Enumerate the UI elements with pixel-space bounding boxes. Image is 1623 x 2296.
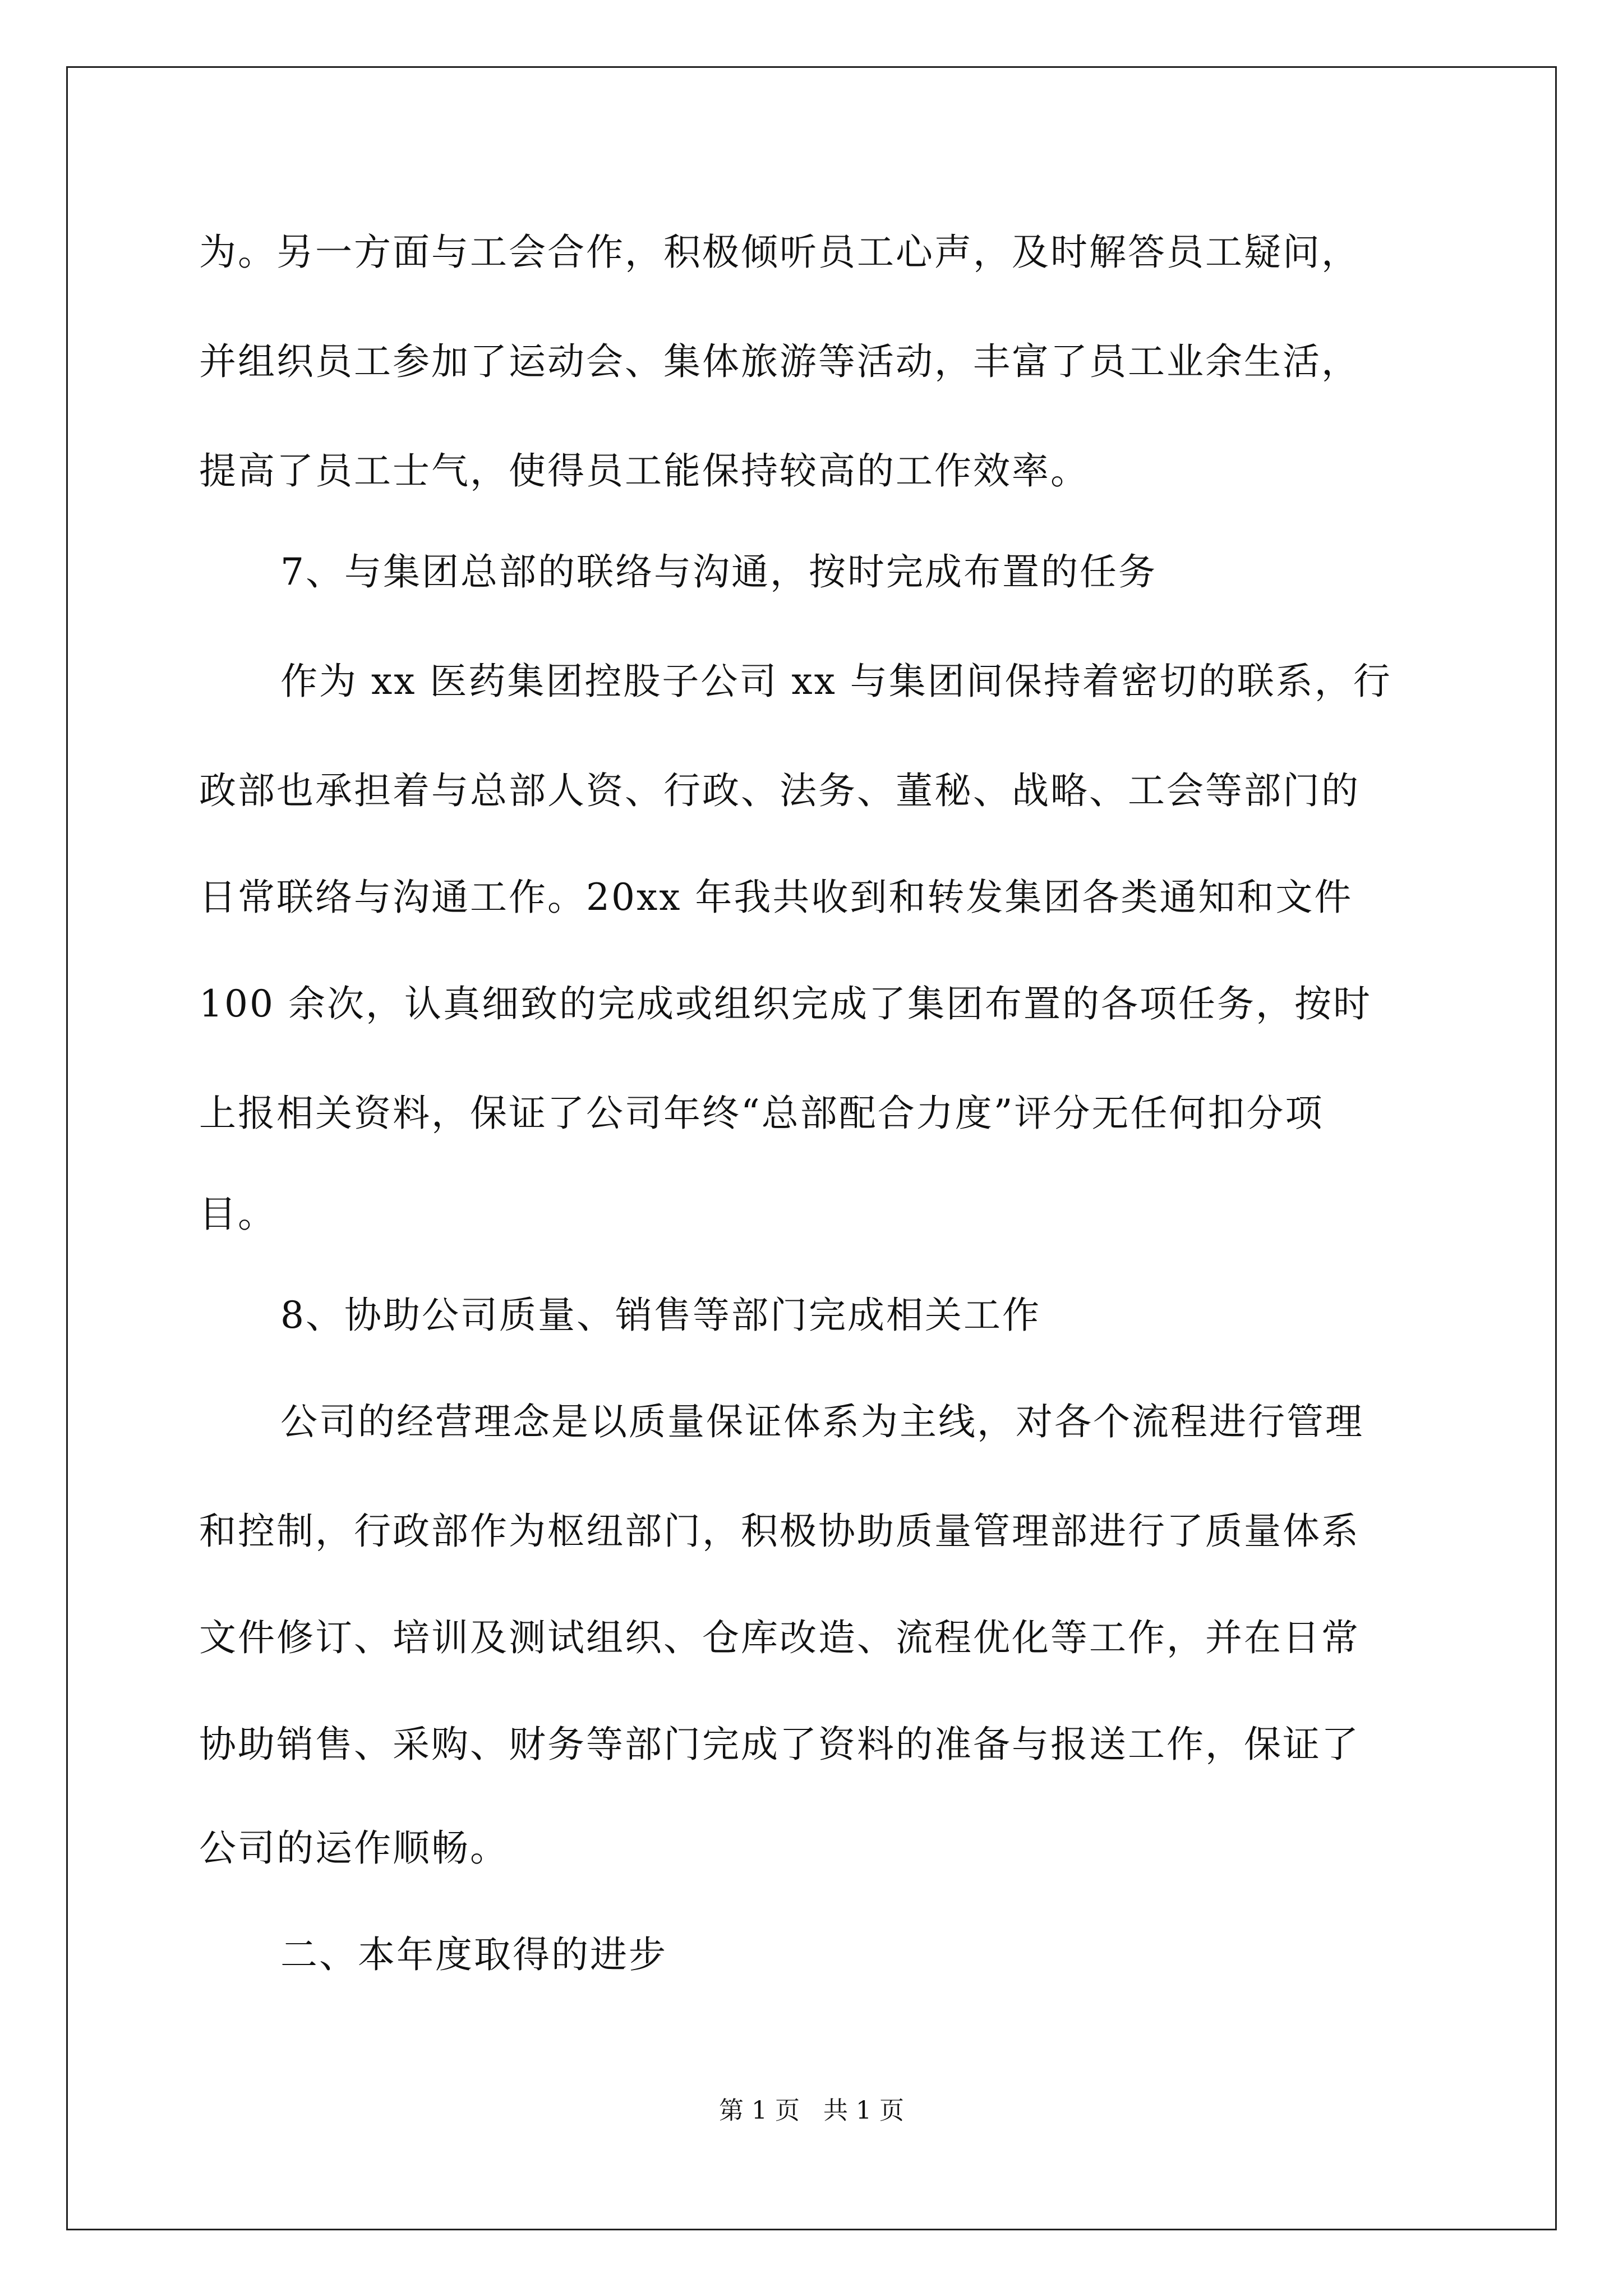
text-line-5: 作为 xx 医药集团控股子公司 xx 与集团间保持着密切的联系，行 [280, 660, 1392, 703]
page-frame [66, 66, 1557, 2230]
text-line-9: 上报相关资料，保证了公司年终“总部配合力度”评分无任何扣分项 [199, 1092, 1324, 1135]
page-footer [0, 2095, 1623, 2127]
text-line-15: 协助销售、采购、财务等部门完成了资料的准备与报送工作，保证了 [199, 1723, 1360, 1766]
text-line-12: 公司的经营理念是以质量保证体系为主线，对各个流程进行管理 [280, 1400, 1364, 1443]
page-number-label: 第 1 页 共 1 页 [719, 2096, 904, 2125]
section-heading-8: 8、协助公司质量、销售等部门完成相关工作 [280, 1294, 1041, 1337]
text-line-14: 文件修订、培训及测试组织、仓库改造、流程优化等工作，并在日常 [199, 1616, 1360, 1659]
section-heading-7: 7、与集团总部的联络与沟通，按时完成布置的任务 [280, 550, 1157, 593]
text-line-8: 100 余次，认真细致的完成或组织完成了集团布置的各项任务，按时 [199, 982, 1372, 1025]
text-line-16: 公司的运作顺畅。 [199, 1826, 509, 1870]
text-line-13: 和控制，行政部作为枢纽部门，积极协助质量管理部进行了质量体系 [199, 1510, 1360, 1553]
text-line-6: 政部也承担着与总部人资、行政、法务、董秘、战略、工会等部门的 [199, 769, 1360, 812]
text-line-1: 为。另一方面与工会合作，积极倾听员工心声，及时解答员工疑问， [199, 231, 1360, 274]
text-line-10: 目。 [199, 1193, 276, 1236]
section-heading-2: 二、本年度取得的进步 [280, 1933, 667, 1976]
text-line-2: 并组织员工参加了运动会、集体旅游等活动，丰富了员工业余生活， [199, 340, 1360, 383]
text-line-7: 日常联络与沟通工作。20xx 年我共收到和转发集团各类通知和文件 [199, 876, 1353, 919]
text-line-3: 提高了员工士气，使得员工能保持较高的工作效率。 [199, 449, 1089, 493]
